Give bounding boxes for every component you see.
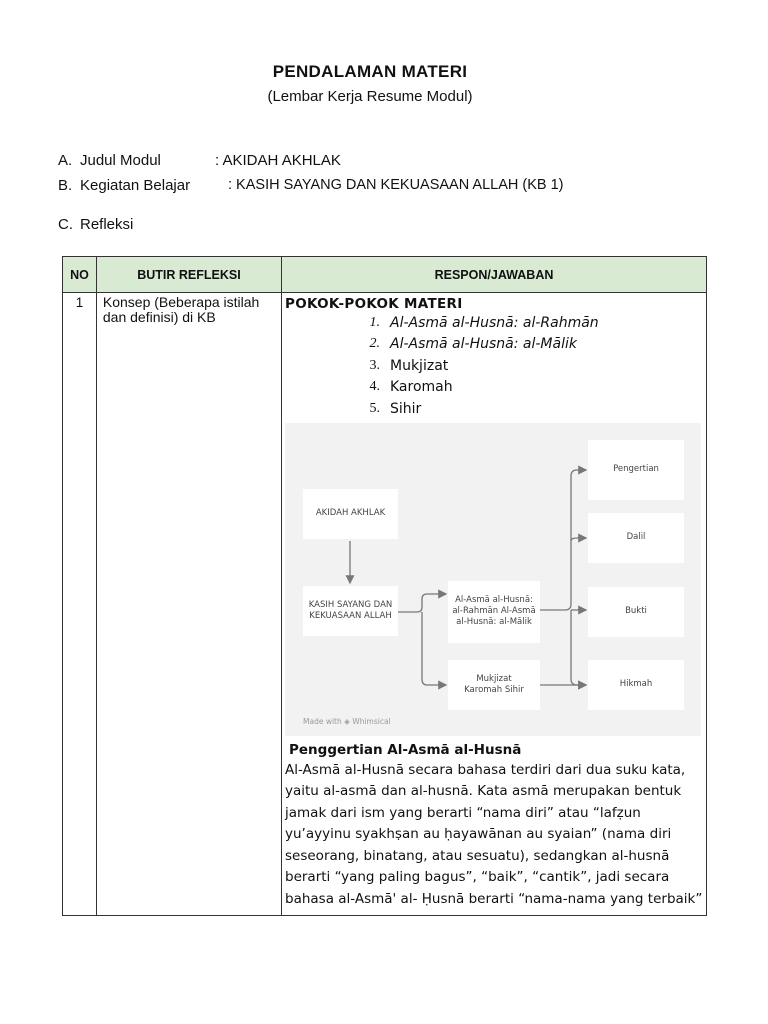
meta-letter: B. bbox=[58, 177, 73, 194]
list-item bbox=[285, 312, 704, 334]
diagram-node-dalil: Dalil bbox=[588, 513, 684, 563]
meta-value: : KASIH SAYANG DAN KEKUASAAN ALLAH (KB 1) bbox=[228, 177, 564, 193]
header-butir: BUTIR REFLEKSI bbox=[96, 257, 281, 293]
list-item bbox=[285, 355, 704, 377]
list-item-text: Mukjizat bbox=[390, 357, 449, 374]
list-item-number: 1. bbox=[369, 314, 380, 330]
list-item-number: 3. bbox=[369, 357, 380, 373]
table-header-row bbox=[63, 257, 707, 293]
row-number: 1 bbox=[63, 293, 97, 916]
pengertian-heading: Penggertian Al-Asmā al-Husnā bbox=[289, 741, 522, 758]
meta-label: Kegiatan Belajar bbox=[80, 177, 191, 194]
header-respon: RESPON/JAWABAN bbox=[282, 257, 707, 293]
list-item-text: Al-Asmā al-Husnā: al-Mālik bbox=[390, 336, 577, 353]
meta-label: Judul Modul bbox=[80, 152, 161, 169]
page-title: PENDALAMAN MATERI bbox=[272, 62, 468, 81]
diagram-node-mukjizat: Mukjizat Karomah Sihir bbox=[448, 660, 540, 710]
list-item-text: Karomah bbox=[390, 379, 453, 396]
list-item-text: Sihir bbox=[390, 400, 422, 417]
meta-letter: C. bbox=[58, 216, 73, 233]
list-item bbox=[285, 398, 704, 420]
meta-label: Refleksi bbox=[80, 216, 134, 233]
made-with-watermark: Made with ◈ Whimsical bbox=[303, 716, 391, 726]
list-item bbox=[285, 377, 704, 399]
header-no: NO bbox=[63, 257, 97, 293]
meta-kegiatan-belajar bbox=[58, 177, 564, 194]
diagram-node-hikmah: Hikmah bbox=[588, 660, 684, 710]
diagram-node-bukti: Bukti bbox=[588, 587, 684, 637]
list-item bbox=[285, 334, 704, 356]
meta-letter: A. bbox=[58, 152, 73, 169]
refleksi-table bbox=[62, 256, 707, 916]
meta-value: : AKIDAH AKHLAK bbox=[215, 152, 341, 169]
respon-cell bbox=[282, 293, 707, 916]
butir-cell: Konsep (Beberapa istilah dan definisi) di KB bbox=[96, 293, 281, 916]
meta-judul-modul bbox=[58, 152, 341, 169]
list-item-number: 2. bbox=[369, 336, 380, 352]
concept-diagram bbox=[285, 423, 701, 736]
list-item-number: 4. bbox=[369, 379, 380, 395]
pokok-materi-title: POKOK-POKOK MATERI bbox=[285, 296, 463, 312]
diagram-node-pengertian: Pengertian bbox=[588, 440, 684, 500]
table-row bbox=[63, 293, 707, 916]
diagram-node-akidah: AKIDAH AKHLAK bbox=[303, 489, 398, 539]
pengertian-paragraph: Al-Asmā al-Husnā secara bahasa terdiri dari dua suku kata, yaitu al-asmā dan al-husnā. Kata asmā merupakan bentuk jamak dari ism yang berarti “nama diri” atau “lafẓun yu’ayyinu syakhṣan au ḥayawānan au syaian” (nama diri seseorang, binatang, atau sesuatu), sedangkan al-husnā berarti “yang paling bagus”, “baik”, “cantik”, jadi secara bahasa al-Asmā' al- Ḥusnā berarti “nama-nama yang terbaik” bbox=[285, 761, 703, 908]
page-subtitle: (Lembar Kerja Resume Modul) bbox=[267, 88, 473, 105]
list-item-text: Al-Asmā al-Husnā: al-Rahmān bbox=[390, 314, 599, 331]
diagram-node-kasih-sayang: KASIH SAYANG DAN KEKUASAAN ALLAH bbox=[303, 586, 398, 636]
meta-refleksi bbox=[58, 216, 133, 233]
diagram-node-asma: Al-Asmā al-Husnā: al-Rahmān Al-Asmā al-Husnā: al-Mālik bbox=[448, 581, 540, 643]
list-item-number: 5. bbox=[369, 400, 380, 416]
materi-list bbox=[285, 312, 704, 420]
